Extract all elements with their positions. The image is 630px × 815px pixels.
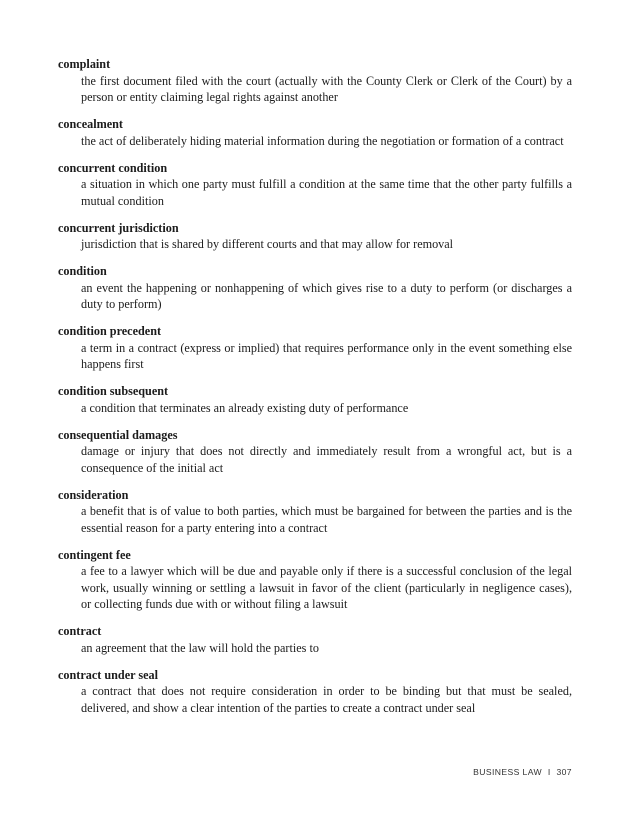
footer-book-title: BUSINESS LAW (473, 767, 543, 777)
glossary-term: concurrent jurisdiction (58, 220, 179, 235)
glossary-definition: a fee to a lawyer which will be due and payable only if there is a successful conclusion of the legal work, usually winning or settling a lawsuit in favor of the client (particularly in negligence cases), or collecting funds due with or without filing a lawsuit (81, 564, 572, 611)
glossary-term: contract (58, 624, 102, 638)
glossary-term: contingent fee (58, 547, 131, 562)
glossary-term: condition subsequent (58, 384, 169, 398)
glossary-list (58, 56, 572, 727)
glossary-term: concurrent condition (58, 160, 168, 175)
glossary-term: complaint (58, 57, 111, 71)
glossary-definition: an agreement that the law will hold the parties to (81, 640, 319, 655)
glossary-definition: a benefit that is of value to both parties, which must be bargained for between the parties and is the essential reason for a party entering into a contract (81, 504, 572, 535)
footer-separator: I (547, 767, 551, 777)
glossary-definition: jurisdiction that is shared by different courts and that may allow for removal (81, 237, 454, 251)
glossary-entry-consideration (58, 487, 572, 537)
glossary-definition: a contract that does not require consideration in order to be binding but that must be sealed, delivered, and show a clear intention of the parties to create a contract under seal (81, 684, 572, 715)
glossary-definition: a term in a contract (express or implied) that requires performance only in the event something else happens first (81, 340, 572, 371)
glossary-definition: a situation in which one party must fulfill a condition at the same time that the other party fulfills a mutual condition (81, 177, 572, 208)
glossary-term: condition (58, 264, 107, 278)
glossary-entry-concurrent-jurisdiction (58, 220, 572, 253)
glossary-definition: damage or injury that does not directly and immediately result from a wrongful act, but is a consequence of the initial act (81, 444, 572, 475)
footer-page-number: 307 (556, 767, 572, 777)
glossary-entry-complaint (58, 56, 572, 106)
page-footer (473, 767, 572, 777)
glossary-definition: an event the happening or nonhappening of which gives rise to a duty to perform (or discharges a duty to perform) (81, 280, 572, 311)
glossary-entry-contingent-fee (58, 547, 572, 613)
glossary-entry-contract (58, 623, 572, 656)
glossary-term: condition precedent (58, 324, 162, 338)
glossary-term: contract under seal (58, 667, 158, 682)
glossary-entry-condition-subsequent (58, 383, 572, 416)
glossary-definition: the act of deliberately hiding material information during the negotiation or formation of a contract (81, 133, 564, 148)
glossary-entry-concurrent-condition (58, 160, 572, 210)
glossary-entry-concealment (58, 116, 572, 149)
glossary-term: concealment (58, 117, 123, 131)
glossary-entry-contract-under-seal (58, 667, 572, 717)
glossary-term: consideration (58, 487, 129, 502)
glossary-definition: a condition that terminates an already existing duty of performance (81, 400, 409, 415)
glossary-term: consequential damages (58, 427, 178, 442)
glossary-entry-condition (58, 263, 572, 313)
glossary-entry-consequential-damages (58, 427, 572, 477)
glossary-entry-condition-precedent (58, 323, 572, 373)
glossary-definition: the first document filed with the court (actually with the County Clerk or Clerk of the Court) by a person or entity claiming legal rights against another (81, 73, 572, 104)
